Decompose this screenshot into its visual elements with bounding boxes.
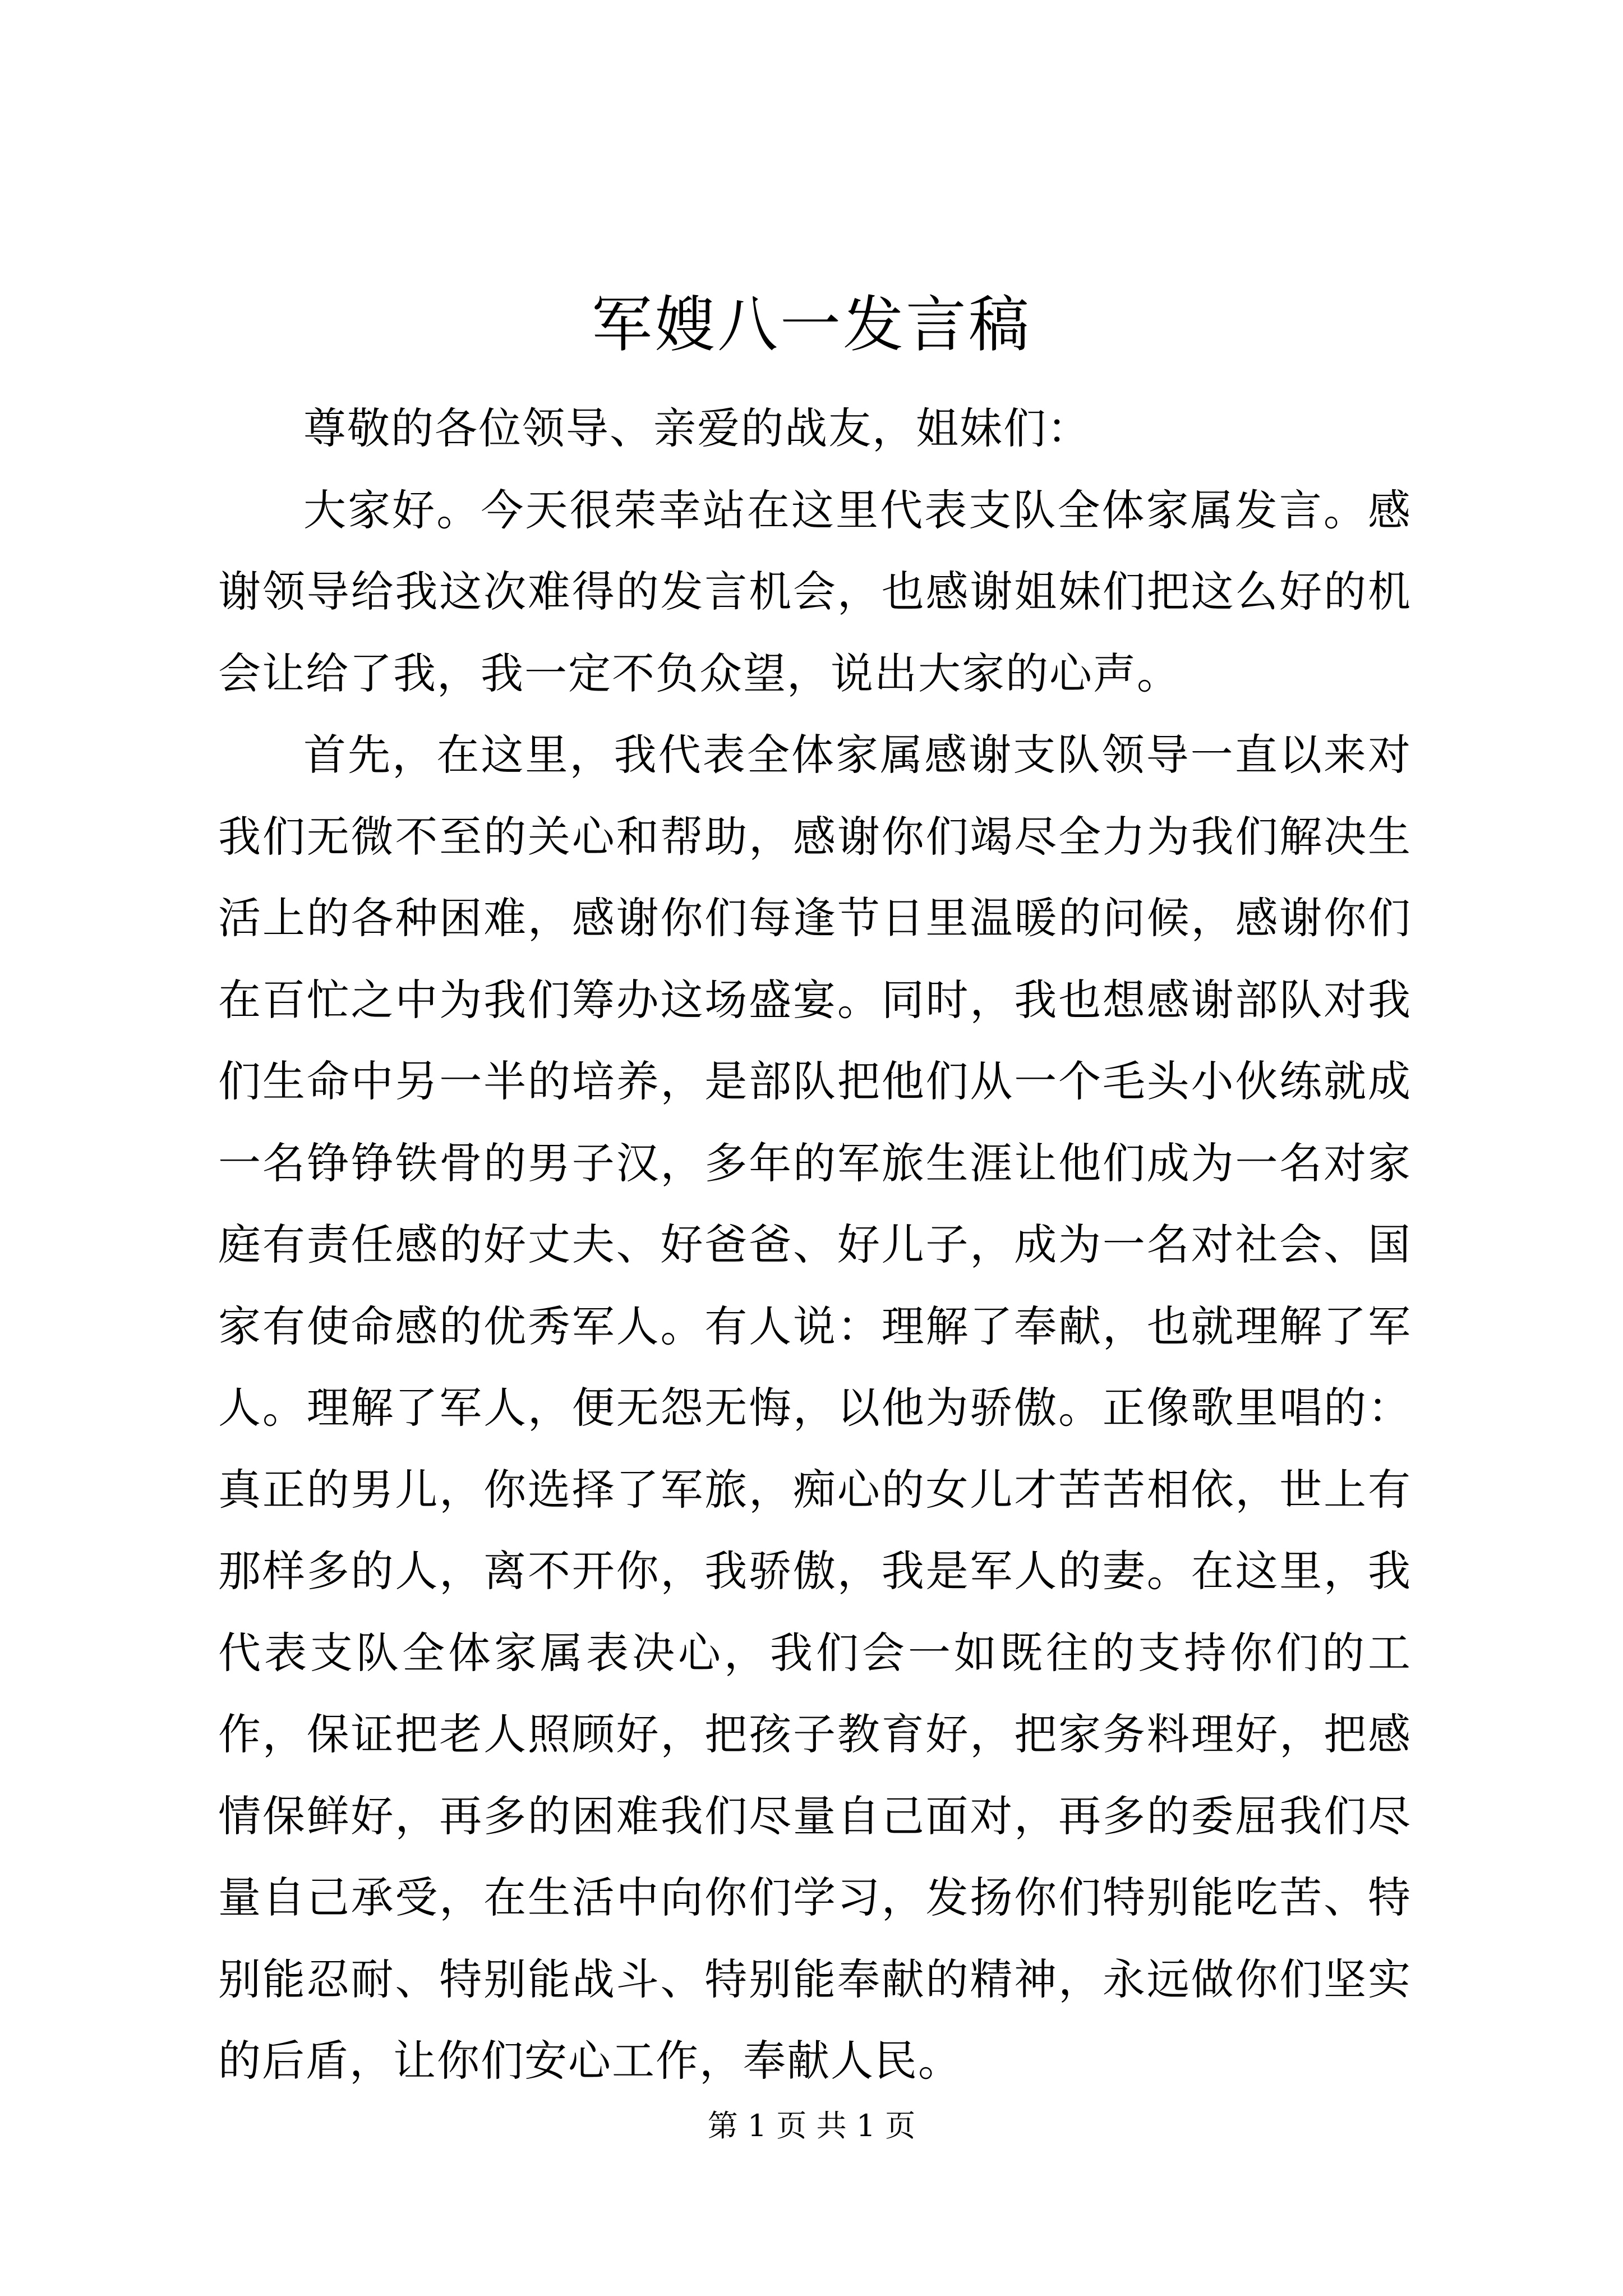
salutation: 尊敬的各位领导、亲爱的战友，姐妹们：: [303, 403, 1091, 453]
paragraph-greeting: 大家好。今天很荣幸站在这里代表支队全体家属发言。感谢领导给我这次难得的发言机会，也感谢姐妹们把这么好的机会让给了我，我一定不负众望，说出大家的心声。: [218, 485, 1412, 698]
paragraph-main: 首先，在这里，我代表全体家属感谢支队领导一直以来对我们无微不至的关心和帮助，感谢你们竭尽全力为我们解决生活上的各种困难，感谢你们每逢节日里温暖的问候，感谢你们在百忙之中为我们筹办这场盛宴。同时，我也想感谢部队对我们生命中另一半的培养，是部队把他们从一个毛头小伙练就成一名铮铮铁骨的男子汉，多年的军旅生涯让他们成为一名对家庭有责任感的好丈夫、好爸爸、好儿子，成为一名对社会、国家有使命感的优秀军人。有人说：理解了奉献，也就理解了军人。理解了军人，便无怨无悔，以他为骄傲。正像歌里唱的：真正的男儿，你选择了军旅，痴心的女儿才苦苦相依，世上有那样多的人，离不开你，我骄傲，我是军人的妻。在这里，我代表支队全体家属表决心，我们会一如既往的支持你们的工作，保证把老人照顾好，把孩子教育好，把家务料理好，把感情保鲜好，再多的困难我们尽量自己面对，再多的委屈我们尽量自己承受，在生活中向你们学习，发扬你们特别能吃苦、特别能忍耐、特别能战斗、特别能奉献的精神，永远做你们坚实的后盾，让你们安心工作，奉献人民。: [218, 730, 1412, 2086]
document-body: [218, 388, 1412, 2102]
page-number-footer: 第 1 页 共 1 页: [707, 2108, 916, 2143]
document-title: 军嫂八一发言稿: [591, 290, 1031, 360]
